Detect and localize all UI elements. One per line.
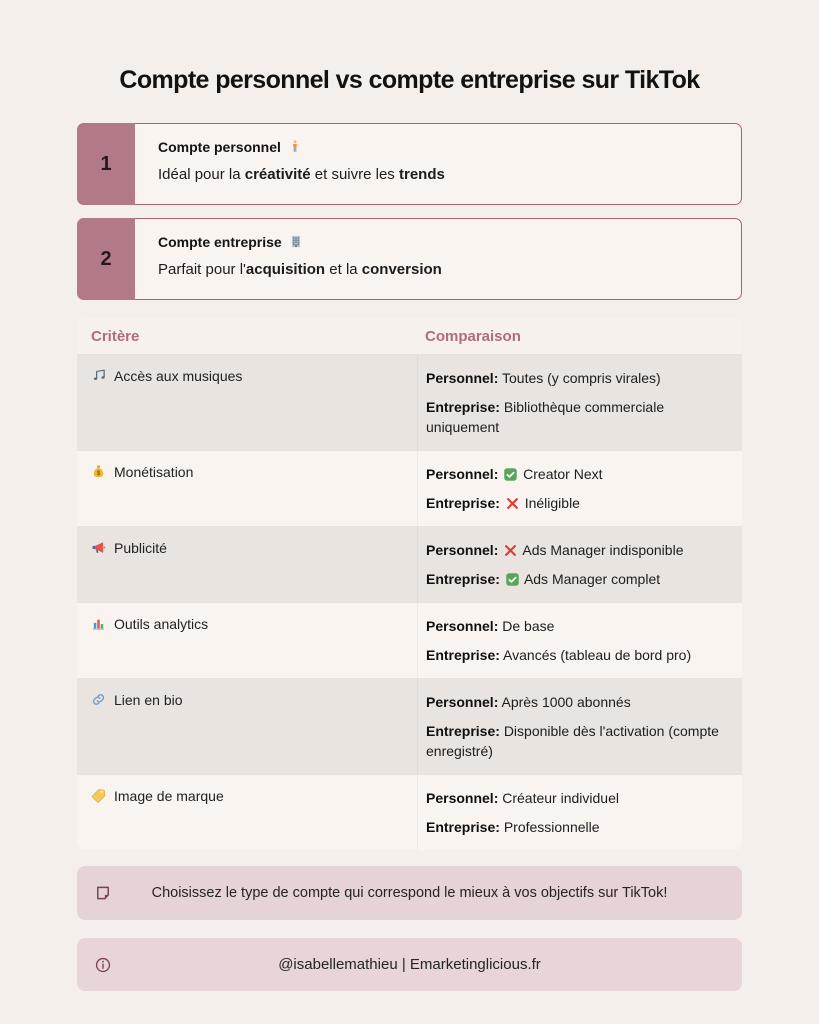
criterion-label: Monétisation: [114, 464, 194, 480]
personnel-line: [426, 540, 728, 560]
criterion-cell: [77, 355, 417, 450]
info-icon: [94, 956, 112, 974]
comparison-cell: [417, 775, 742, 850]
link-icon: [91, 692, 106, 708]
header-critere: Critère: [91, 328, 140, 345]
person-standing-icon: [288, 139, 302, 155]
entreprise-label: Entreprise:: [426, 819, 500, 835]
money-bag-icon: [91, 464, 106, 480]
bar-chart-icon: [91, 616, 106, 632]
card-number: 2: [77, 218, 135, 300]
text-segment: et la: [325, 261, 362, 278]
text-segment: créativité: [244, 166, 311, 183]
entreprise-label: Entreprise:: [426, 571, 500, 587]
personnel-label: Personnel:: [426, 542, 499, 558]
criterion-label: Lien en bio: [114, 692, 183, 708]
entreprise-line: [426, 817, 728, 837]
entreprise-value: Ads Manager complet: [523, 571, 661, 587]
personnel-value: Toutes (y compris virales): [502, 370, 661, 386]
callout-text: Choisissez le type de compte qui correspond le mieux à vos objectifs sur TikTok!: [151, 885, 668, 901]
criterion-cell: [77, 603, 417, 678]
personnel-label: Personnel:: [426, 790, 499, 806]
tag-icon: [91, 788, 106, 804]
table-row: [77, 450, 742, 526]
personnel-value: Créateur individuel: [502, 790, 619, 806]
comparison-table: [77, 318, 742, 850]
personnel-label: Personnel:: [426, 618, 499, 634]
comparison-cell: [417, 603, 742, 678]
criterion-cell: [77, 451, 417, 526]
criterion-cell: [77, 775, 417, 850]
entreprise-value: Bibliothèque commerciale uniquement: [426, 399, 665, 435]
card-number: 1: [77, 123, 135, 205]
entreprise-label: Entreprise:: [426, 495, 500, 511]
footer-text: @isabellemathieu | Emarketinglicious.fr: [278, 956, 541, 973]
comparison-cell: [417, 355, 742, 450]
entreprise-value: Professionnelle: [503, 819, 600, 835]
music-note-icon: [91, 368, 106, 384]
card-title-text: Compte entreprise: [158, 234, 282, 250]
text-segment: conversion: [361, 261, 442, 278]
entreprise-line: [426, 569, 728, 589]
account-cards: [77, 123, 742, 300]
card-title: [158, 139, 721, 155]
callout-bar: [77, 866, 742, 920]
personnel-value: Creator Next: [523, 466, 603, 482]
personnel-label: Personnel:: [426, 694, 499, 710]
personnel-value: Après 1000 abonnés: [501, 694, 631, 710]
footer-bar: [77, 938, 742, 991]
table-row: [77, 602, 742, 678]
text-segment: Idéal pour la: [158, 166, 245, 183]
card-description: [158, 166, 721, 183]
text-segment: trends: [398, 166, 445, 183]
entreprise-value: Disponible dès l'activation (compte enregistré): [426, 723, 719, 759]
entreprise-line: [426, 721, 728, 761]
personnel-line: [426, 692, 728, 712]
text-segment: acquisition: [245, 261, 326, 278]
comparison-table-body: [77, 354, 742, 850]
criterion-cell: [77, 527, 417, 602]
card-title-text: Compte personnel: [158, 139, 281, 155]
card-title: [158, 234, 721, 250]
comparison-cell: [417, 679, 742, 774]
svg-text:$: $: [96, 469, 101, 477]
criterion-label: Accès aux musiques: [114, 368, 243, 384]
table-row: [77, 354, 742, 450]
text-segment: et suivre les: [310, 166, 399, 183]
table-row: [77, 678, 742, 774]
criterion-label: Image de marque: [114, 788, 224, 804]
cross-icon: [502, 542, 519, 558]
table-row: [77, 774, 742, 850]
comparison-cell: [417, 527, 742, 602]
megaphone-icon: [91, 540, 106, 556]
comparison-cell: [417, 451, 742, 526]
personnel-label: Personnel:: [426, 466, 499, 482]
entreprise-label: Entreprise:: [426, 647, 500, 663]
entreprise-value: Avancés (tableau de bord pro): [503, 647, 692, 663]
office-building-icon: [289, 234, 303, 250]
personnel-value: De base: [502, 618, 555, 634]
header-comparaison: Comparaison: [425, 328, 521, 345]
entreprise-label: Entreprise:: [426, 723, 500, 739]
criterion-label: Outils analytics: [114, 616, 209, 632]
card-compte-entreprise: [77, 218, 742, 300]
cross-icon: [504, 495, 521, 511]
entreprise-line: [426, 645, 728, 665]
card-compte-personnel: [77, 123, 742, 205]
entreprise-value: Inéligible: [524, 495, 580, 511]
personnel-label: Personnel:: [426, 370, 499, 386]
card-description: [158, 261, 721, 278]
entreprise-line: [426, 493, 728, 513]
personnel-line: [426, 464, 728, 484]
check-icon: [502, 466, 519, 482]
note-icon: [94, 884, 112, 902]
table-header: [77, 318, 742, 354]
personnel-value: Ads Manager indisponible: [522, 542, 684, 558]
table-row: [77, 526, 742, 602]
text-segment: Parfait pour l': [158, 261, 246, 278]
page-title: Compte personnel vs compte entreprise sur TikTok: [119, 66, 700, 94]
criterion-cell: [77, 679, 417, 774]
check-icon: [504, 571, 521, 587]
personnel-line: [426, 788, 728, 808]
entreprise-label: Entreprise:: [426, 399, 500, 415]
personnel-line: [426, 616, 728, 636]
criterion-label: Publicité: [114, 540, 167, 556]
personnel-line: [426, 368, 728, 388]
entreprise-line: [426, 397, 728, 437]
